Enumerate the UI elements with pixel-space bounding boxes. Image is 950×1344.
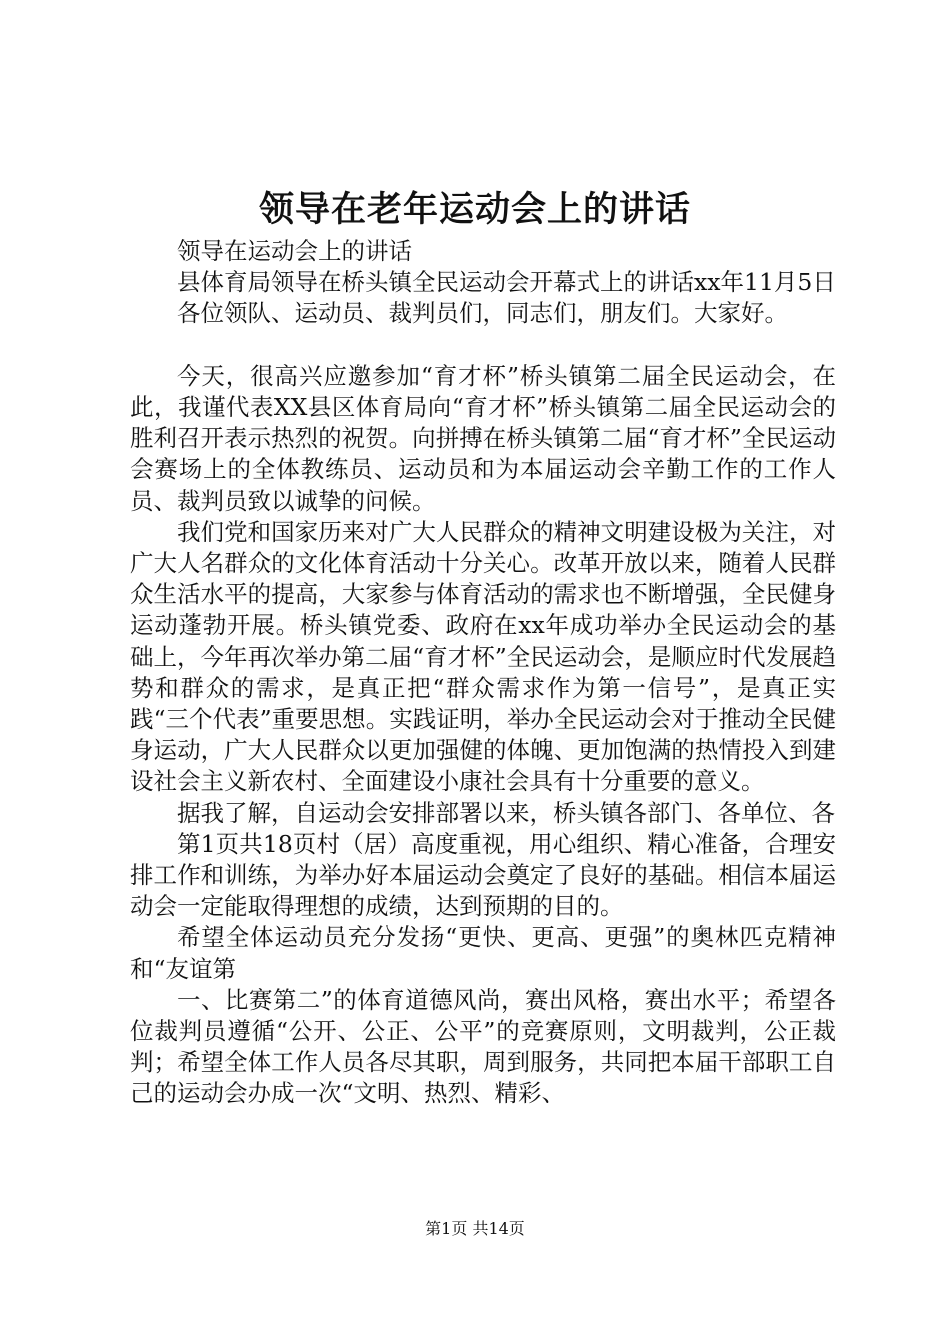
paragraph: 一、比赛第二”的体育道德风尚，赛出风格，赛出水平；希望各位裁判员遵循“公开、公正、公平”的竞赛原则，文明裁判，公正裁判；希望全体工作人员各尽其职，周到服务，共同把本届干部职工自己的运动会办成一次“文明、热烈、精彩、 [130, 985, 836, 1108]
paragraph: 县体育局领导在桥头镇全民运动会开幕式上的讲话xx年11月5日 [177, 268, 836, 297]
paragraph: 领导在运动会上的讲话 [177, 237, 412, 265]
paragraph: 据我了解，自运动会安排部署以来，桥头镇各部门、各单位、各 [177, 798, 835, 827]
document-title: 领导在老年运动会上的讲话 [258, 189, 691, 230]
paragraph: 第1页共18页村（居）高度重视，用心组织、精心准备，合理安排工作和训练，为举办好本届运动会奠定了良好的基础。相信本届运动会一定能取得理想的成绩，达到预期的目的。 [130, 829, 836, 921]
page-number-footer: 第1页 共14页 [425, 1219, 525, 1238]
document-body [130, 236, 836, 1110]
blank-line [130, 330, 836, 361]
paragraph: 各位领队、运动员、裁判员们，同志们，朋友们。大家好。 [177, 299, 788, 328]
paragraph: 今天，很高兴应邀参加“育才杯”桥头镇第二届全民运动会，在此，我谨代表XX县区体育局向“育才杯”桥头镇第二届全民运动会的胜利召开表示热烈的祝贺。向拼搏在桥头镇第二届“育才杯”全民运动会赛场上的全体教练员、运动员和为本届运动会辛勤工作的工作人员、裁判员致以诚挚的问候。 [130, 361, 836, 515]
paragraph: 希望全体运动员充分发扬“更快、更高、更强”的奥林匹克精神和“友谊第 [130, 923, 836, 983]
paragraph: 我们党和国家历来对广大人民群众的精神文明建设极为关注，对广大人名群众的文化体育活动十分关心。改革开放以来，随着人民群众生活水平的提高，大家参与体育活动的需求也不断增强，全民健身运动蓬勃开展。桥头镇党委、政府在xx年成功举办全民运动会的基础上，今年再次举办第二届“育才杯”全民运动会，是顺应时代发展趋势和群众的需求，是真正把“群众需求作为第一信号”，是真正实践“三个代表”重要思想。实践证明，举办全民运动会对于推动全民健身运动，广大人民群众以更加强健的体魄、更加饱满的热情投入到建设社会主义新农村、全面建设小康社会具有十分重要的意义。 [130, 517, 836, 796]
